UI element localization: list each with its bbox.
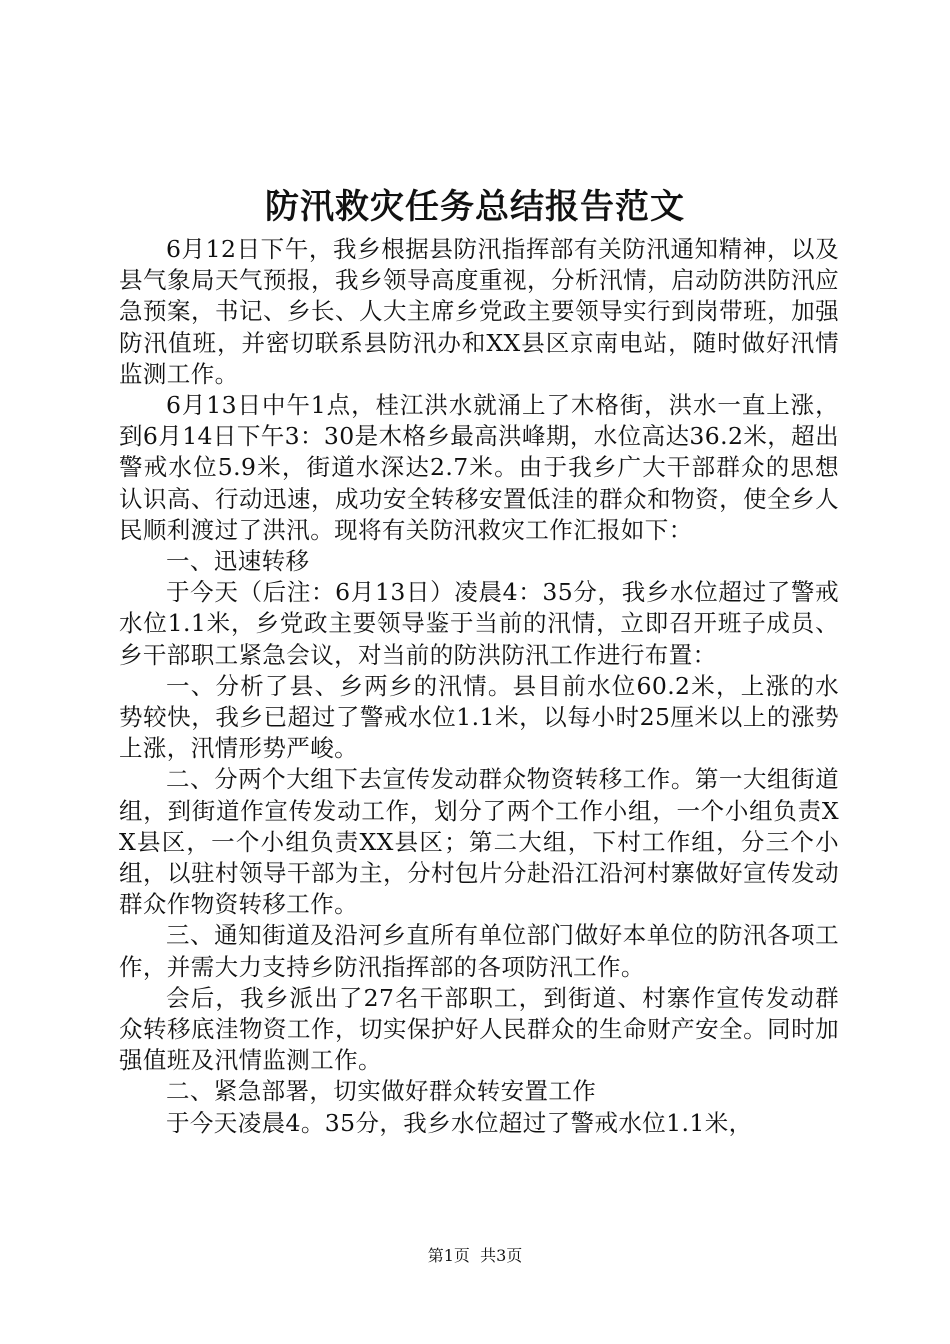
paragraph: 于今天（后注：6月13日）凌晨4：35分，我乡水位超过了警戒水位1.1米，乡党政主要领导鉴于当前的汛情，立即召开班子成员、乡干部职工紧急会议，对当前的防洪防汛工作进行布置： — [119, 578, 839, 669]
section-heading: 二、紧急部署，切实做好群众转安置工作 — [166, 1077, 597, 1106]
page-footer — [0, 1244, 950, 1268]
document-body — [119, 234, 839, 1139]
paragraph: 会后，我乡派出了27名干部职工，到街道、村寨作宣传发动群众转移底洼物资工作，切实保护好人民群众的生命财产安全。同时加强值班及汛情监测工作。 — [119, 983, 839, 1075]
paragraph: 于今天凌晨4。35分，我乡水位超过了警戒水位1.1米， — [166, 1108, 753, 1137]
page-number: 第1页 — [427, 1246, 470, 1265]
paragraph: 6月13日中午1点，桂江洪水就涌上了木格街，洪水一直上涨，到6月14日下午3：30是木格乡最高洪峰期，水位高达36.2米，超出警戒水位5.9米，街道水深达2.7米。由于我乡广大干部群众的思想认识高、行动迅速，成功安全转移安置低洼的群众和物资，使全乡人民顺利渡过了洪汛。现将有关防汛救灾工作汇报如下： — [119, 391, 839, 544]
document-title: 防汛救灾任务总结报告范文 — [265, 187, 685, 227]
paragraph: 6月12日下午，我乡根据县防汛指挥部有关防汛通知精神，以及县气象局天气预报，我乡领导高度重视，分析汛情，启动防洪防汛应急预案，书记、乡长、人大主席乡党政主要领导实行到岗带班，加强防汛值班，并密切联系县防汛办和XX县区京南电站，随时做好汛情监测工作。 — [119, 235, 839, 388]
paragraph: 三、通知街道及沿河乡直所有单位部门做好本单位的防汛各项工作，并需大力支持乡防汛指挥部的各项防汛工作。 — [119, 921, 839, 981]
footer-spacer — [470, 1246, 480, 1265]
section-heading: 一、迅速转移 — [166, 547, 310, 576]
paragraph: 一、分析了县、乡两乡的汛情。县目前水位60.2米，上涨的水势较快，我乡已超过了警戒水位1.1米，以每小时25厘米以上的涨势上涨，汛情形势严峻。 — [119, 671, 839, 763]
page-total: 共3页 — [480, 1246, 523, 1265]
paragraph: 二、分两个大组下去宣传发动群众物资转移工作。第一大组街道组，到街道作宣传发动工作，划分了两个工作小组，一个小组负责XX县区，一个小组负责XX县区；第二大组，下村工作组，分三个小组，以驻村领导干部为主，分村包片分赴沿江沿河村寨做好宣传发动群众作物资转移工作。 — [119, 765, 839, 919]
